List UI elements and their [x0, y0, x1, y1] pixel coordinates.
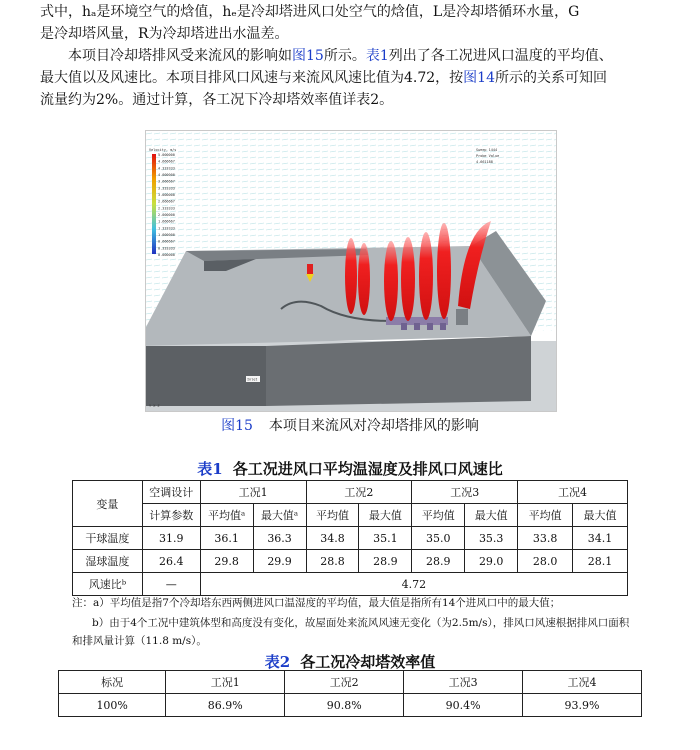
header-cell: 工况2	[285, 671, 404, 694]
table-1-subheader-row	[73, 504, 628, 527]
ratio-value: 4.72	[200, 573, 627, 596]
subheader-max: 最大值	[465, 504, 518, 527]
text-segment: 最大值以及风速比。本项目排风口风速与来流风风速比值为4.72，按	[40, 70, 464, 86]
table-1-link[interactable]: 表1	[365, 48, 389, 64]
legend-tick-label: 1.666667	[158, 219, 175, 224]
header-cell: 工况3	[404, 671, 523, 694]
table-2-caption	[0, 651, 700, 672]
row-label: 湿球温度	[73, 550, 143, 573]
cfd-simulation-figure	[145, 130, 557, 412]
table-cell: 35.0	[412, 527, 465, 550]
header-cell: 标况	[59, 671, 166, 694]
formula-explanation: 式中，hₐ是环境空气的焓值，hₑ是冷却塔进风口处空气的焓值，L是冷却塔循环水量，G	[40, 4, 580, 20]
table-cell: 33.8	[518, 527, 573, 550]
table-cell: 29.0	[465, 550, 518, 573]
header-condition-2: 工况2	[306, 481, 412, 504]
inlet-tag: Inlet	[247, 377, 258, 382]
design-value: 26.4	[142, 550, 200, 573]
table-cell: 28.9	[412, 550, 465, 573]
legend-tick-label: 5.000000	[158, 153, 175, 157]
table-cell: 90.4%	[404, 694, 523, 717]
paragraph-line-2	[40, 22, 670, 46]
table-row-dry-bulb	[73, 527, 628, 550]
table-cell: 28.1	[573, 550, 628, 573]
table-1-number: 表1	[197, 460, 223, 478]
table-cell: 100%	[59, 694, 166, 717]
table-cell: 34.1	[573, 527, 628, 550]
legend-tick-label: 0.333333	[158, 246, 175, 251]
legend-tick-label: 2.666667	[158, 199, 175, 204]
table-cell: 90.8%	[285, 694, 404, 717]
paragraph-line-1	[40, 0, 670, 24]
subheader-avg: 平均值	[412, 504, 465, 527]
subheader-avg: 平均值	[518, 504, 573, 527]
table-cell: 36.3	[253, 527, 306, 550]
table-cell: 29.8	[200, 550, 253, 573]
figure-caption-text: 本项目来流风对冷却塔排风的影响	[268, 418, 479, 434]
paragraph-line-5	[40, 88, 670, 112]
subheader-max: 最大值ᵃ	[253, 504, 306, 527]
table-2-header-row	[59, 671, 642, 694]
text-segment: 流量约为2%。通过计算，各工况下冷却塔效率值详表2。	[40, 92, 394, 108]
header-cell: 工况1	[166, 671, 285, 694]
table-cell: 35.1	[359, 527, 412, 550]
legend-title: Velocity, m/s	[149, 148, 177, 152]
design-value: —	[142, 573, 200, 596]
legend-tick-label: 4.000000	[158, 173, 175, 177]
header-variable: 变量	[73, 481, 143, 527]
row-label: 风速比ᵇ	[73, 573, 143, 596]
legend-tick-label: 0.000000	[158, 253, 175, 257]
header-condition-3: 工况3	[412, 481, 518, 504]
legend-tick-label: 1.000000	[158, 233, 175, 237]
table-cell: 34.8	[306, 527, 359, 550]
table-1	[72, 480, 628, 596]
subheader-max: 最大值	[573, 504, 628, 527]
table-cell: 29.9	[253, 550, 306, 573]
legend-tick-label: 2.000000	[158, 213, 175, 217]
axis-triad: Y X Z	[149, 404, 160, 408]
legend-tick-label: 3.000000	[158, 193, 175, 197]
text-segment: 所示的关系可知回	[495, 70, 607, 86]
header-condition-1: 工况1	[200, 481, 306, 504]
table-cell: 93.9%	[523, 694, 642, 717]
formula-explanation-cont: 是冷却塔风量，R为冷却塔进出水温差。	[40, 26, 289, 42]
text-segment: 所示。	[323, 48, 366, 64]
header-cell: 工况4	[523, 671, 642, 694]
table-cell: 28.9	[359, 550, 412, 573]
header-condition-4: 工况4	[518, 481, 628, 504]
table-1-caption	[0, 458, 700, 479]
paragraph-line-3	[40, 44, 670, 68]
cfd-visualization	[146, 131, 556, 411]
table-2-value-row	[59, 694, 642, 717]
building-front-right	[266, 336, 531, 406]
info-line-3: 4.661188	[476, 160, 493, 164]
legend-tick-label: 4.333333	[158, 166, 175, 171]
note-b-line-2: 和排风量计算（11.8 m/s）。	[72, 635, 207, 647]
legend-tick-label: 2.333333	[158, 206, 175, 211]
row-label: 干球温度	[73, 527, 143, 550]
subheader-max: 最大值	[359, 504, 412, 527]
header-design-2: 计算参数	[142, 504, 200, 527]
legend-tick-label: 1.333333	[158, 226, 175, 231]
table-cell: 35.3	[465, 527, 518, 550]
table-1-header-row	[73, 481, 628, 504]
figure-15-link[interactable]: 图15	[292, 48, 324, 64]
table-cell: 28.0	[518, 550, 573, 573]
figure-14-link[interactable]: 图14	[463, 70, 495, 86]
table-cell: 36.1	[200, 527, 253, 550]
table-row-wet-bulb	[73, 550, 628, 573]
subheader-avg: 平均值ᵃ	[200, 504, 253, 527]
table-1-title: 各工况进风口平均温湿度及排风口风速比	[232, 460, 503, 478]
text-segment: 本项目冷却塔排风受来流风的影响如	[68, 48, 292, 64]
table-cell: 28.8	[306, 550, 359, 573]
paragraph-line-4	[40, 66, 670, 90]
legend-tick-label: 3.333333	[158, 186, 175, 191]
table-cell: 86.9%	[166, 694, 285, 717]
figure-number: 图15	[221, 418, 253, 434]
legend-tick-label: 0.666667	[158, 239, 175, 244]
figure-caption	[0, 415, 700, 435]
design-value: 31.9	[142, 527, 200, 550]
note-b-line-1: b）由于4个工况中建筑体型和高度没有变化，故屋面处来流风风速无变化（为2.5m/s），排风口风速根据排风口面积	[92, 617, 630, 629]
table-2	[58, 670, 642, 717]
subheader-avg: 平均值	[306, 504, 359, 527]
info-line-2: Probe Value	[476, 154, 500, 158]
table-2-title: 各工况冷却塔效率值	[300, 653, 436, 671]
legend-tick-label: 4.666667	[158, 159, 175, 164]
info-line-1: Sweep 1444	[476, 148, 498, 152]
header-design-1: 空调设计	[142, 481, 200, 504]
legend-color-bar	[152, 154, 156, 254]
text-segment: 列出了各工况进风口温度的平均值、	[388, 48, 613, 64]
table-2-number: 表2	[264, 653, 291, 671]
legend-tick-label: 3.666667	[158, 179, 175, 184]
note-a: 注：a）平均值是指7个冷却塔东西两侧进风口温湿度的平均值，最大值是指所有14个进风口中的最大值；	[72, 597, 561, 609]
